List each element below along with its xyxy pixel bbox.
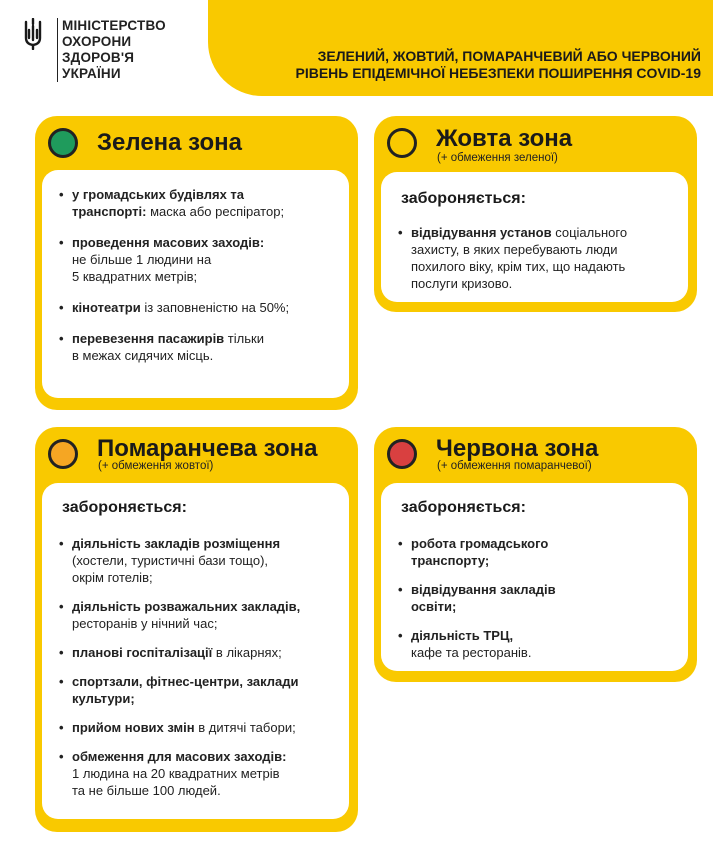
yellow-zone-subtitle: (+ обмеження зеленої) xyxy=(437,152,558,164)
red-dot-icon xyxy=(387,439,417,469)
red-zone-panel xyxy=(381,483,688,671)
green-zone-card xyxy=(35,116,358,410)
forbidden-label: забороняється: xyxy=(62,499,187,516)
red-zone-list xyxy=(397,535,682,661)
headline-line-1: ЗЕЛЕНИЙ, ЖОВТИЙ, ПОМАРАНЧЕВИЙ АБО ЧЕРВОНИЙ xyxy=(317,48,701,64)
green-zone-title: Зелена зона xyxy=(97,129,243,156)
orange-zone-list xyxy=(58,535,346,799)
orange-zone-panel xyxy=(42,483,349,819)
red-zone-title: Червона зона xyxy=(436,435,599,462)
yellow-zone-title: Жовта зона xyxy=(436,125,573,152)
yellow-zone-panel xyxy=(381,172,688,302)
orange-dot-icon xyxy=(48,439,78,469)
orange-zone-card xyxy=(35,427,358,832)
list-item: • спортзали, фітнес-центри, заклади культури; xyxy=(58,673,346,707)
green-zone-list xyxy=(58,186,343,364)
list-item: • відвідування установ соціального захисту, в яких перебувають люди похилого віку, крім тих, що надають послуги кризово. xyxy=(397,224,682,292)
headline xyxy=(231,48,701,82)
list-item: • проведення масових заходів: не більше 1 людини на 5 квадратних метрів; xyxy=(58,234,343,285)
list-item: • діяльність ТРЦ, кафе та ресторанів. xyxy=(397,627,682,661)
green-zone-panel xyxy=(42,170,349,398)
list-item: • діяльність розважальних закладів, ресторанів у нічний час; xyxy=(58,598,346,632)
list-item: • у громадських будівлях та транспорті: маска або респіратор; xyxy=(58,186,343,220)
header xyxy=(0,0,713,96)
ministry-name xyxy=(57,18,167,82)
ministry-line: МІНІСТЕРСТВО xyxy=(57,18,167,34)
trident-icon xyxy=(22,18,44,50)
list-item: • прийом нових змін в дитячі табори; xyxy=(58,719,346,736)
list-item: • діяльність закладів розміщення (хостели, туристичні бази тощо), окрім готелів; xyxy=(58,535,346,586)
green-dot-icon xyxy=(48,128,78,158)
orange-zone-title: Помаранчева зона xyxy=(97,435,318,462)
yellow-zone-list xyxy=(397,224,682,292)
yellow-zone-card xyxy=(374,116,697,312)
list-item: • планові госпіталізації в лікарнях; xyxy=(58,644,346,661)
ministry-line: ЗДОРОВ'Я xyxy=(57,50,167,66)
forbidden-label: забороняється: xyxy=(401,190,526,207)
list-item: • перевезення пасажирів тільки в межах сидячих місць. xyxy=(58,330,343,364)
yellow-dot-icon xyxy=(387,128,417,158)
ministry-line: УКРАЇНИ xyxy=(57,66,167,82)
list-item: • кінотеатри із заповненістю на 50%; xyxy=(58,299,343,316)
list-item: • обмеження для масових заходів: 1 людина на 20 квадратних метрів та не більше 100 людей. xyxy=(58,748,346,799)
headline-line-2: РІВЕНЬ ЕПІДЕМІЧНОЇ НЕБЕЗПЕКИ ПОШИРЕННЯ COVID-19 xyxy=(295,65,701,81)
red-zone-card xyxy=(374,427,697,682)
forbidden-label: забороняється: xyxy=(401,499,526,516)
orange-zone-subtitle: (+ обмеження жовтої) xyxy=(98,460,214,472)
list-item: • робота громадського транспорту; xyxy=(397,535,682,569)
list-item: • відвідування закладів освіти; xyxy=(397,581,682,615)
ministry-line: ОХОРОНИ xyxy=(57,34,167,50)
red-zone-subtitle: (+ обмеження помаранчевої) xyxy=(437,460,592,472)
